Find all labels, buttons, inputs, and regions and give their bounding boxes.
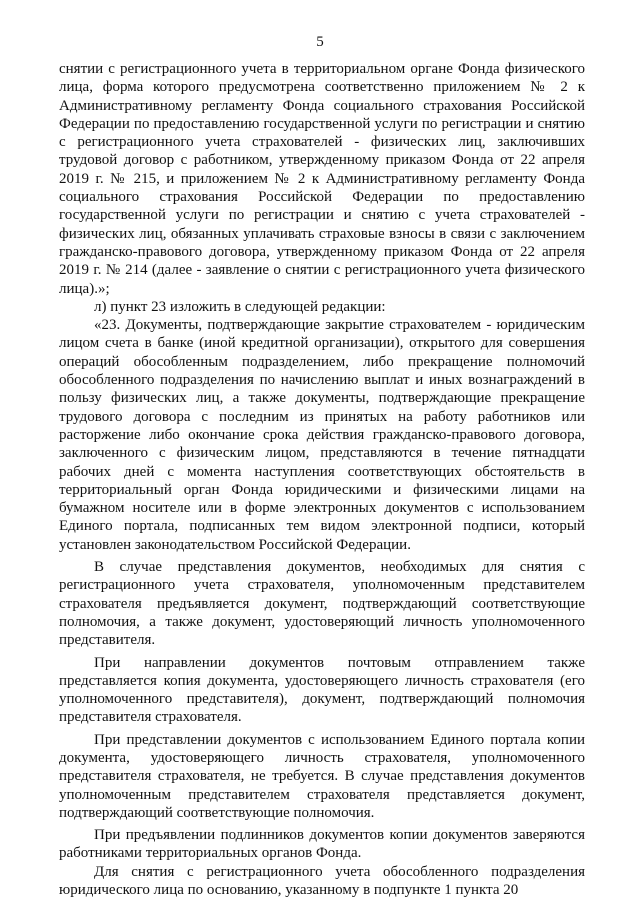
document-body bbox=[59, 60, 585, 899]
paragraph-continuation: снятии с регистрационного учета в территориальном органе Фонда физического лица, форма которого предусмотрена соответственно приложением № 2 к Административному регламенту Фонда социального страхования Российской Федерации по предоставлению государственной услуги по регистрации и снятию с регистрационного учета страхователей - физических лиц, заключивших трудовой договор с работником, утвержденному приказом Фонда от 22 апреля 2019 г. № 215, и приложением № 2 к Административному регламенту Фонда социального страхования Российской Федерации по предоставлению государственной услуги по регистрации и снятию с учета страхователей - физических лиц, обязанных уплачивать страховые взносы в связи с заключением гражданско-правового договора, утвержденному приказом Фонда от 22 апреля 2019 г. № 214 (далее - заявление о снятии с регистрационного учета физического лица).»; bbox=[59, 61, 585, 297]
paragraph-postal: При направлении документов почтовым отправлением также представляется копия документа, удостоверяющего личность страхователя (его уполномоченного представителя), документ, подтверждающий полномочия представителя страхователя. bbox=[59, 654, 585, 726]
paragraph-deregistration: Для снятия с регистрационного учета обособленного подразделения юридического лица по основанию, указанному в подпункте 1 пункта 20 bbox=[59, 863, 585, 899]
paragraph-point-23: «23. Документы, подтверждающие закрытие страхователем - юридическим лицом счета в банке (иной кредитной организации), открытого для совершения операций обособленным подразделением, либо прекращение полномочий обособленного подразделения по начислению выплат и иных вознаграждений в пользу физических лиц, а также документы, подтверждающие прекращение трудового договора с последним из принятых на работу работников или расторжение либо окончание срока действия гражданско-правового договора, заключенного с физическим лицом, представляются в течение пятнадцати рабочих дней с момента наступления соответствующих обстоятельств в территориальный орган Фонда юридическими и физическими лицами на бумажном носителе или в форме электронных документов с использованием Единого портала, подписанных тем видом электронной подписи, который установлен законодательством Российской Федерации. bbox=[59, 317, 585, 553]
paragraph-unified-portal: При представлении документов с использованием Единого портала копии документа, удостоверяющего личность страхователя, уполномоченного представителя страхователя, не требуется. В случае представления документов уполномоченным представителем страхователя представляется документ, подтверждающий соответствующие полномочия. bbox=[59, 731, 585, 821]
paragraph-amendment-intro: л) пункт 23 изложить в следующей редакции: bbox=[94, 298, 386, 315]
paragraph-representative: В случае представления документов, необходимых для снятия с регистрационного учета страхователя, уполномоченным представителем страхователя предъявляется документ, подтверждающий соответствующие полномочия, а также документ, удостоверяющий личность уполномоченного представителя. bbox=[59, 559, 585, 649]
paragraph-originals: При предъявлении подлинников документов копии документов заверяются работниками территориальных органов Фонда. bbox=[59, 827, 585, 862]
page-number: 5 bbox=[316, 34, 324, 50]
